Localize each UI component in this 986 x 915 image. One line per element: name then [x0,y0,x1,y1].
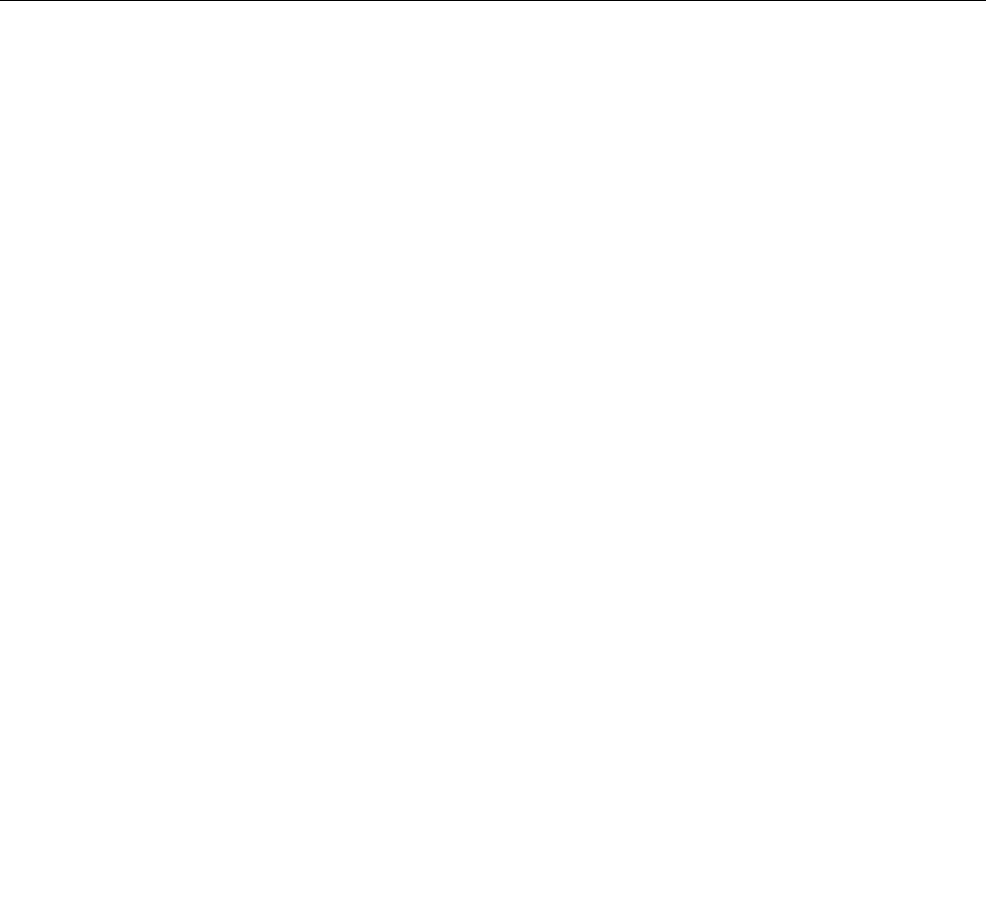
score-sheet [0,0,986,5]
table-gap [0,1,986,5]
